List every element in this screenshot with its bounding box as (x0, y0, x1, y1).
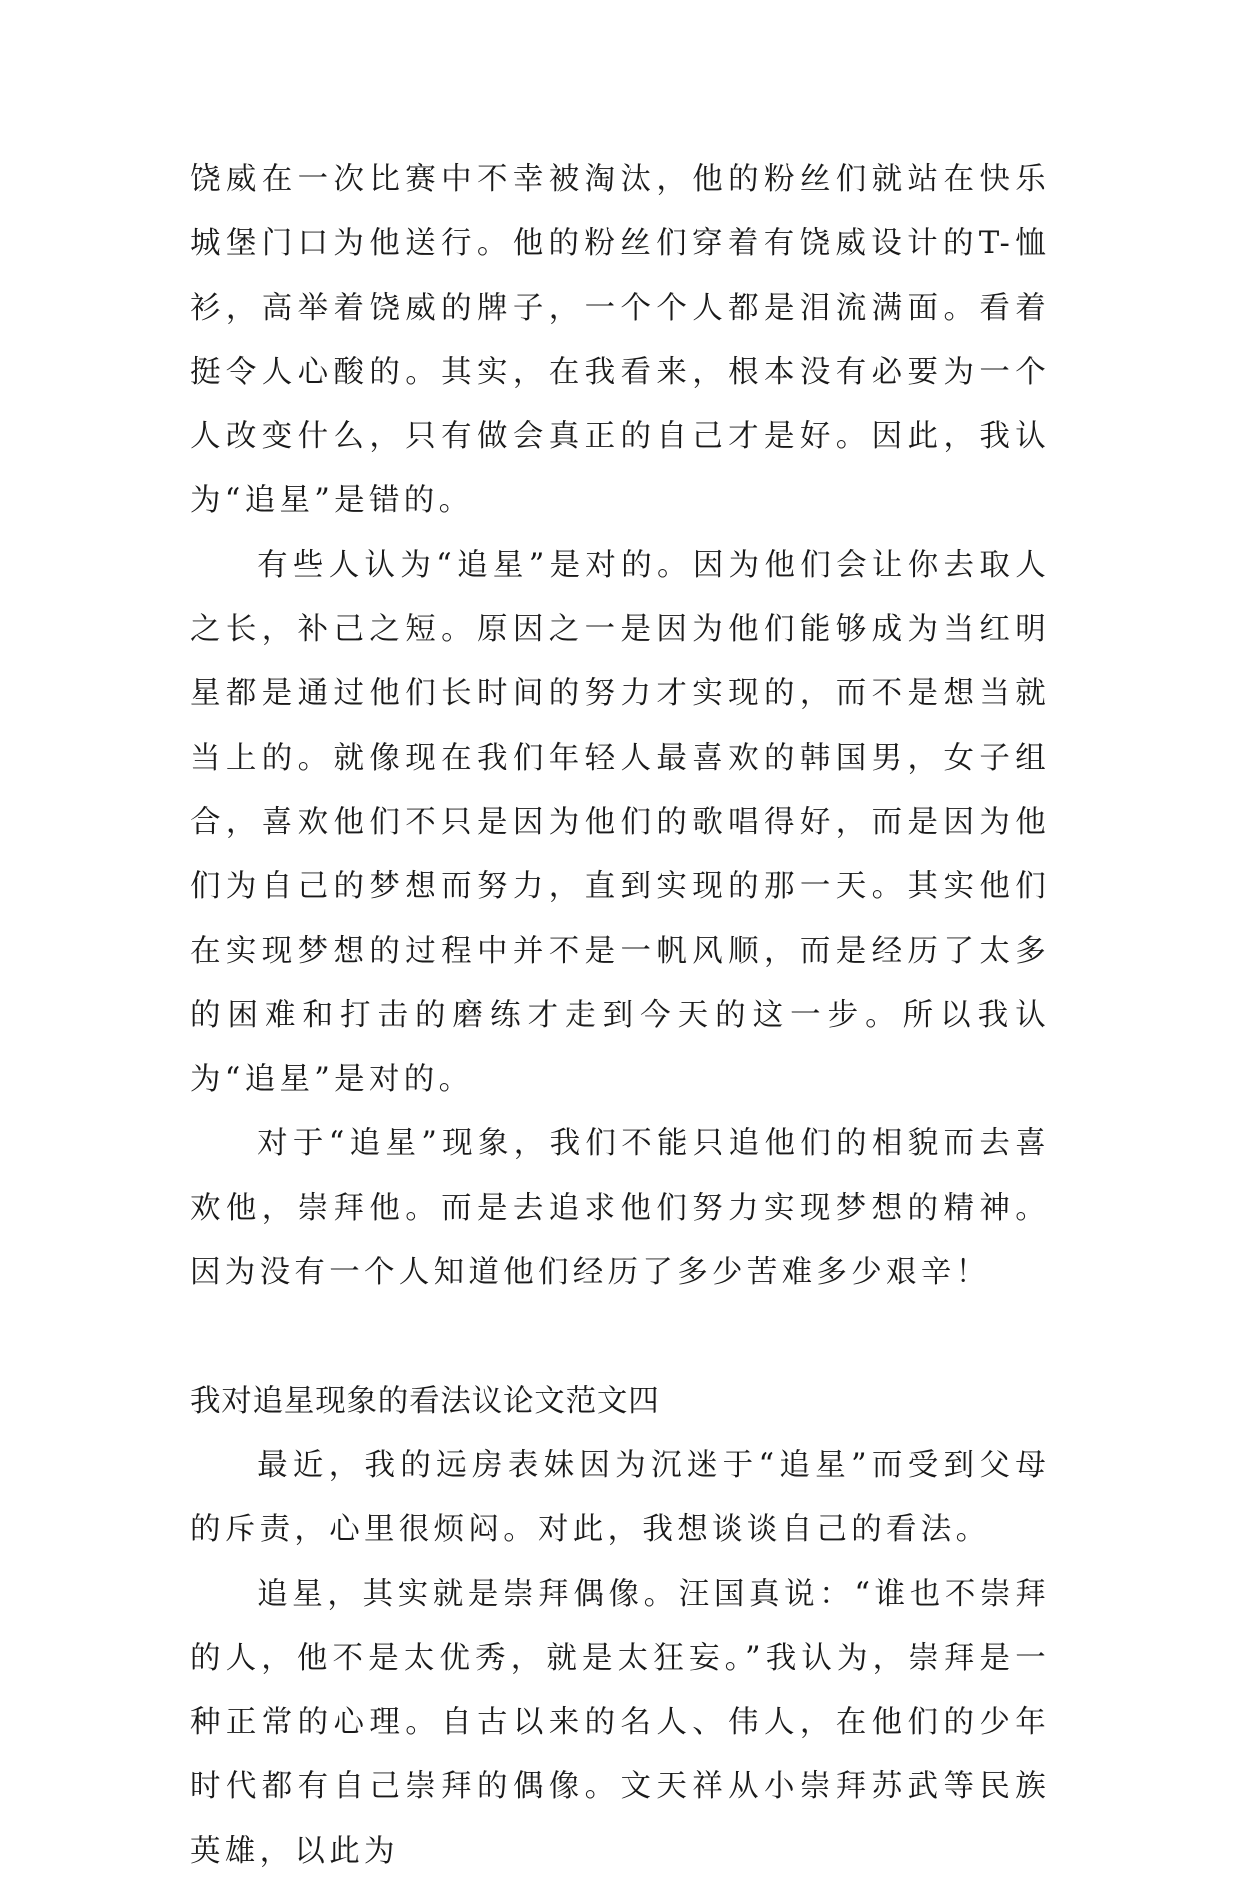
paragraph-continuation: 饶威在一次比赛中不幸被淘汰，他的粉丝们就站在快乐城堡门口为他送行。他的粉丝们穿着有饶威设计的T-恤衫，高举着饶威的牌子，一个个人都是泪流满面。看着挺令人心酸的。其实，在我看来，根本没有必要为一个人改变什么，只有做会真正的自己才是好。因此，我认为“追星”是错的。 (190, 162, 1050, 519)
document-body (190, 148, 1050, 1884)
section-title: 我对追星现象的看法议论文范文四 (190, 1383, 660, 1419)
paragraph-intro: 最近，我的远房表妹因为沉迷于“追星”而受到父母的斥责，心里很烦闷。对此，我想谈谈自己的看法。 (190, 1447, 1050, 1548)
section-spacer (190, 1305, 1050, 1369)
paragraph-idol-worship: 追星，其实就是崇拜偶像。汪国真说：“谁也不崇拜的人，他不是太优秀，就是太狂妄。”我认为，崇拜是一种正常的心理。自古以来的名人、伟人，在他们的少年时代都有自己崇拜的偶像。文天祥从小崇拜苏武等民族英雄，以此为 (190, 1576, 1050, 1869)
paragraph-argument-for: 有些人认为“追星”是对的。因为他们会让你去取人之长，补己之短。原因之一是因为他们能够成为当红明星都是通过他们长时间的努力才实现的，而不是想当就当上的。就像现在我们年轻人最喜欢的韩国男，女子组合，喜欢他们不只是因为他们的歌唱得好，而是因为他们为自己的梦想而努力，直到实现的那一天。其实他们在实现梦想的过程中并不是一帆风顺，而是经历了太多的困难和打击的磨练才走到今天的这一步。所以我认为“追星”是对的。 (190, 547, 1050, 1098)
paragraph-conclusion: 对于“追星”现象，我们不能只追他们的相貌而去喜欢他，崇拜他。而是去追求他们努力实现梦想的精神。因为没有一个人知道他们经历了多少苦难多少艰辛！ (190, 1126, 1050, 1291)
